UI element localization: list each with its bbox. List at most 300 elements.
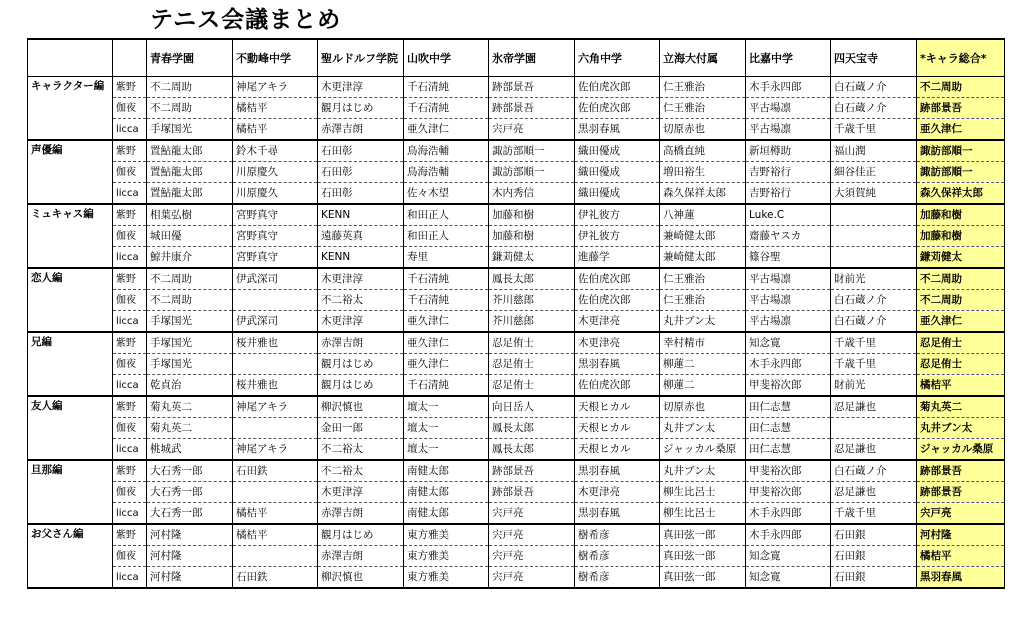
table-row	[28, 183, 1005, 205]
voter-label: licca	[113, 119, 147, 141]
table-cell: 白石蔵ノ介	[831, 311, 917, 333]
result-cell: 亜久津仁	[917, 119, 1005, 141]
result-cell: 忍足侑士	[917, 354, 1005, 375]
table-cell: 東方雅美	[404, 546, 489, 567]
table-cell: 諏訪部順一	[489, 162, 575, 183]
table-cell: 手塚国光	[147, 119, 233, 141]
table-cell: 佐伯虎次郎	[575, 98, 660, 119]
table-cell: 千石清純	[404, 98, 489, 119]
table-cell	[233, 418, 318, 439]
column-header: 山吹中学	[404, 39, 489, 77]
result-cell: 菊丸英二	[917, 396, 1005, 418]
table-cell: 不二周助	[147, 268, 233, 290]
table-cell: 木手永四郎	[746, 354, 831, 375]
table-cell: 石田彰	[318, 162, 404, 183]
table-cell: 知念寛	[746, 546, 831, 567]
column-header: 不動峰中学	[233, 39, 318, 77]
voter-label: 紫野	[113, 140, 147, 162]
category-label: 旦那編	[28, 460, 113, 524]
table-cell: 桜井雅也	[233, 375, 318, 397]
voter-label: 紫野	[113, 524, 147, 546]
table-row	[28, 162, 1005, 183]
table-cell: 鈴木千尋	[233, 140, 318, 162]
table-cell: 柳生比呂士	[660, 503, 746, 525]
table-cell: 赤澤吉朗	[318, 119, 404, 141]
table-cell: 知念寛	[746, 332, 831, 354]
table-cell: 仁王雅治	[660, 268, 746, 290]
table-cell: 織田優成	[575, 183, 660, 205]
table-cell: 柳蓮二	[660, 375, 746, 397]
table-cell: 仁王雅治	[660, 98, 746, 119]
table-cell: 石田彰	[318, 140, 404, 162]
voter-label: 伽夜	[113, 546, 147, 567]
table-cell: 織田優成	[575, 140, 660, 162]
table-cell: 千石清純	[404, 77, 489, 98]
category-label: 恋人編	[28, 268, 113, 332]
table-cell: 金田一郎	[318, 418, 404, 439]
voter-label: licca	[113, 503, 147, 525]
table-cell: 樹希彦	[575, 524, 660, 546]
table-cell: 手塚国光	[147, 354, 233, 375]
table-cell: 宮野真守	[233, 247, 318, 269]
table-cell: 天根ヒカル	[575, 396, 660, 418]
table-cell: 菊丸英二	[147, 418, 233, 439]
table-cell: 大石秀一郎	[147, 460, 233, 482]
result-cell: 不二周助	[917, 268, 1005, 290]
table-cell: 置鮎龍太郎	[147, 140, 233, 162]
table-cell: 幸村精市	[660, 332, 746, 354]
table-cell: 新垣樽助	[746, 140, 831, 162]
result-cell: 跡部景吾	[917, 482, 1005, 503]
table-cell: 仁王雅治	[660, 77, 746, 98]
voter-label: licca	[113, 311, 147, 333]
table-cell: 鳥海浩輔	[404, 162, 489, 183]
result-cell: 橘桔平	[917, 375, 1005, 397]
table-cell: 河村隆	[147, 546, 233, 567]
table-row	[28, 546, 1005, 567]
table-cell: 亜久津仁	[404, 311, 489, 333]
table-cell: 宍戸亮	[489, 524, 575, 546]
table-cell: 石田銀	[831, 546, 917, 567]
table-cell: 置鮎龍太郎	[147, 162, 233, 183]
column-header: 聖ルドルフ学院	[318, 39, 404, 77]
voter-label: licca	[113, 183, 147, 205]
result-cell: 宍戸亮	[917, 503, 1005, 525]
table-cell: 跡部景吾	[489, 98, 575, 119]
table-cell: 不二周助	[147, 98, 233, 119]
voter-label: 紫野	[113, 460, 147, 482]
table-cell: 宮野真守	[233, 204, 318, 226]
table-cell: KENN	[318, 247, 404, 269]
table-cell: 跡部景吾	[489, 482, 575, 503]
table-cell: 伊武深司	[233, 268, 318, 290]
table-cell: 観月はじめ	[318, 98, 404, 119]
result-cell: 森久保祥太郎	[917, 183, 1005, 205]
table-cell: 鳳長太郎	[489, 418, 575, 439]
table-cell: 壇太一	[404, 439, 489, 461]
table-cell: 寿里	[404, 247, 489, 269]
table-row	[28, 524, 1005, 546]
table-cell: 高橋直純	[660, 140, 746, 162]
table-cell: 千石清純	[404, 375, 489, 397]
table-cell: 仁王雅治	[660, 290, 746, 311]
result-cell: 丸井ブン太	[917, 418, 1005, 439]
table-cell: 壇太一	[404, 418, 489, 439]
table-cell: 田仁志慧	[746, 439, 831, 461]
table-cell: 伊礼彼方	[575, 204, 660, 226]
result-cell: 跡部景吾	[917, 460, 1005, 482]
table-cell: 手塚国光	[147, 332, 233, 354]
table-cell: 千歳千里	[831, 354, 917, 375]
result-cell: 諏訪部順一	[917, 140, 1005, 162]
table-cell: 亜久津仁	[404, 332, 489, 354]
table-cell: 諏訪部順一	[489, 140, 575, 162]
table-cell: 跡部景吾	[489, 460, 575, 482]
table-cell: 丸井ブン太	[660, 460, 746, 482]
column-header: 四天宝寺	[831, 39, 917, 77]
table-cell: 伊武深司	[233, 311, 318, 333]
table-cell: 吉野裕行	[746, 162, 831, 183]
table-cell: 不二裕太	[318, 460, 404, 482]
table-cell: 田仁志慧	[746, 418, 831, 439]
table-cell: 甲斐裕次郎	[746, 482, 831, 503]
table-cell: 田仁志慧	[746, 396, 831, 418]
table-cell: 忍足侑士	[489, 332, 575, 354]
table-cell: 神尾アキラ	[233, 439, 318, 461]
table-cell: 大石秀一郎	[147, 503, 233, 525]
table-cell: 丸井ブン太	[660, 418, 746, 439]
table-cell: 観月はじめ	[318, 524, 404, 546]
result-cell: 黒羽春風	[917, 567, 1005, 589]
table-cell: 白石蔵ノ介	[831, 98, 917, 119]
table-cell: 木手永四郎	[746, 503, 831, 525]
table-row	[28, 332, 1005, 354]
table-row	[28, 439, 1005, 461]
result-cell: 亜久津仁	[917, 311, 1005, 333]
voter-label: 伽夜	[113, 226, 147, 247]
header-row	[28, 39, 1005, 77]
table-cell: 宍戸亮	[489, 567, 575, 589]
table-cell: 黒羽春風	[575, 354, 660, 375]
table-cell: 平古場凛	[746, 98, 831, 119]
table-cell: 石田彰	[318, 183, 404, 205]
table-cell: 佐々木望	[404, 183, 489, 205]
table-cell: 千石清純	[404, 268, 489, 290]
table-row	[28, 119, 1005, 141]
table-row	[28, 567, 1005, 589]
result-cell: ジャッカル桑原	[917, 439, 1005, 461]
table-cell: 木更津淳	[318, 311, 404, 333]
table-cell: 和田正人	[404, 204, 489, 226]
table-cell: 置鮎龍太郎	[147, 183, 233, 205]
result-cell: 加藤和樹	[917, 226, 1005, 247]
table-cell: 忍足謙也	[831, 439, 917, 461]
table-cell: 柳生比呂士	[660, 482, 746, 503]
table-row	[28, 98, 1005, 119]
table-cell: 財前光	[831, 268, 917, 290]
table-row	[28, 311, 1005, 333]
table-row	[28, 140, 1005, 162]
voter-label: 伽夜	[113, 418, 147, 439]
result-cell: 鎌苅健太	[917, 247, 1005, 269]
category-label: キャラクター編	[28, 77, 113, 141]
table-cell: 川原慶久	[233, 183, 318, 205]
voter-label: licca	[113, 375, 147, 397]
table-cell: 忍足侑士	[489, 375, 575, 397]
table-cell: 平古場凛	[746, 119, 831, 141]
table-row	[28, 482, 1005, 503]
result-cell: 河村隆	[917, 524, 1005, 546]
table-cell: 相葉弘樹	[147, 204, 233, 226]
summary-table	[27, 38, 1005, 589]
table-cell: 大石秀一郎	[147, 482, 233, 503]
voter-label: 伽夜	[113, 290, 147, 311]
table-cell: 黒羽春風	[575, 460, 660, 482]
table-cell	[831, 204, 917, 226]
table-cell: 宍戸亮	[489, 503, 575, 525]
category-label: 兄編	[28, 332, 113, 396]
table-cell	[831, 247, 917, 269]
table-cell: 亜久津仁	[404, 119, 489, 141]
table-cell: 桜井雅也	[233, 332, 318, 354]
table-cell: 平古場凛	[746, 290, 831, 311]
table-cell: 佐伯虎次郎	[575, 290, 660, 311]
table-row	[28, 418, 1005, 439]
table-cell: 木手永四郎	[746, 77, 831, 98]
voter-label: 紫野	[113, 268, 147, 290]
table-cell: 甲斐裕次郎	[746, 375, 831, 397]
table-cell: 遠藤英真	[318, 226, 404, 247]
category-label: お父さん編	[28, 524, 113, 588]
table-row	[28, 247, 1005, 269]
column-header: 比嘉中学	[746, 39, 831, 77]
table-cell: 柳蓮二	[660, 354, 746, 375]
table-cell: 真田弦一郎	[660, 546, 746, 567]
table-cell: 鳳長太郎	[489, 268, 575, 290]
table-cell: 兼崎健太郎	[660, 247, 746, 269]
table-cell: 乾貞治	[147, 375, 233, 397]
table-cell: 河村隆	[147, 524, 233, 546]
table-cell: 織田優成	[575, 162, 660, 183]
table-cell: 齋藤ヤスカ	[746, 226, 831, 247]
table-cell: 木更津亮	[575, 311, 660, 333]
table-cell: 福山潤	[831, 140, 917, 162]
table-cell: Luke.C	[746, 204, 831, 226]
table-cell: 財前光	[831, 375, 917, 397]
voter-label: 伽夜	[113, 162, 147, 183]
table-cell: 神尾アキラ	[233, 396, 318, 418]
result-cell: 橘桔平	[917, 546, 1005, 567]
table-cell: 柳沢慎也	[318, 396, 404, 418]
table-cell: 平古場凛	[746, 311, 831, 333]
table-cell: 大須賀純	[831, 183, 917, 205]
table-cell: KENN	[318, 204, 404, 226]
result-column-header: *キャラ総合*	[917, 39, 1005, 77]
table-row	[28, 396, 1005, 418]
table-cell: 和田正人	[404, 226, 489, 247]
table-cell: 南健太郎	[404, 460, 489, 482]
table-cell: ジャッカル桑原	[660, 439, 746, 461]
column-header: 青春学園	[147, 39, 233, 77]
table-cell: 芥川慈郎	[489, 311, 575, 333]
table-cell: 八神蓮	[660, 204, 746, 226]
table-cell: 甲斐裕次郎	[746, 460, 831, 482]
table-cell: 城田優	[147, 226, 233, 247]
table-cell	[233, 546, 318, 567]
table-cell: 白石蔵ノ介	[831, 460, 917, 482]
table-cell: 赤澤吉朗	[318, 503, 404, 525]
table-cell: 手塚国光	[147, 311, 233, 333]
table-cell: 細谷佳正	[831, 162, 917, 183]
table-cell: 真田弦一郎	[660, 567, 746, 589]
table-cell: 川原慶久	[233, 162, 318, 183]
table-cell: 東方雅美	[404, 524, 489, 546]
table-cell: 鎌苅健太	[489, 247, 575, 269]
category-label: 声優編	[28, 140, 113, 204]
table-cell: 樹希彦	[575, 567, 660, 589]
table-cell: 南健太郎	[404, 503, 489, 525]
table-cell: 切原赤也	[660, 119, 746, 141]
table-cell: 進藤学	[575, 247, 660, 269]
table-cell: 柳沢慎也	[318, 567, 404, 589]
column-header	[28, 39, 113, 77]
table-cell: 佐伯虎次郎	[575, 375, 660, 397]
table-cell: 佐伯虎次郎	[575, 77, 660, 98]
table-cell: 鳥海浩輔	[404, 140, 489, 162]
table-cell: 平古場凛	[746, 268, 831, 290]
table-cell: 不二裕太	[318, 290, 404, 311]
table-cell	[233, 482, 318, 503]
table-cell: 篠谷聖	[746, 247, 831, 269]
table-cell: 宍戸亮	[489, 546, 575, 567]
table-cell: 跡部景吾	[489, 77, 575, 98]
table-cell: 橘桔平	[233, 119, 318, 141]
table-cell: 木手永四郎	[746, 524, 831, 546]
result-cell: 忍足侑士	[917, 332, 1005, 354]
table-cell: 忍足謙也	[831, 482, 917, 503]
table-cell: 石田鉄	[233, 460, 318, 482]
table-cell: 亜久津仁	[404, 354, 489, 375]
table-row	[28, 354, 1005, 375]
table-cell: 鳳長太郎	[489, 439, 575, 461]
table-row	[28, 226, 1005, 247]
voter-label: 紫野	[113, 77, 147, 98]
result-cell: 加藤和樹	[917, 204, 1005, 226]
table-cell: 橘桔平	[233, 98, 318, 119]
table-cell: 木更津亮	[575, 482, 660, 503]
table-cell: 千石清純	[404, 290, 489, 311]
result-cell: 不二周助	[917, 290, 1005, 311]
table-cell: 天根ヒカル	[575, 418, 660, 439]
table-cell: 白石蔵ノ介	[831, 290, 917, 311]
table-cell: 石田銀	[831, 567, 917, 589]
table-row	[28, 375, 1005, 397]
table-cell: 橘桔平	[233, 503, 318, 525]
table-cell: 観月はじめ	[318, 375, 404, 397]
column-header	[113, 39, 147, 77]
table-cell: 白石蔵ノ介	[831, 77, 917, 98]
result-cell: 不二周助	[917, 77, 1005, 98]
table-cell: 忍足謙也	[831, 396, 917, 418]
table-cell: 芥川慈郎	[489, 290, 575, 311]
table-cell: 壇太一	[404, 396, 489, 418]
table-cell: 宍戸亮	[489, 119, 575, 141]
table-cell: 東方雅美	[404, 567, 489, 589]
table-cell: 千歳千里	[831, 503, 917, 525]
table-cell: 木更津淳	[318, 77, 404, 98]
category-label: 友人編	[28, 396, 113, 460]
table-cell: 伊礼彼方	[575, 226, 660, 247]
table-cell: 忍足侑士	[489, 354, 575, 375]
column-header: 氷帝学園	[489, 39, 575, 77]
table-cell: 黒羽春風	[575, 119, 660, 141]
table-cell: 増田裕生	[660, 162, 746, 183]
column-header: 立海大付属	[660, 39, 746, 77]
result-cell: 諏訪部順一	[917, 162, 1005, 183]
table-row	[28, 503, 1005, 525]
table-cell: 石田鉄	[233, 567, 318, 589]
table-cell: 加藤和樹	[489, 204, 575, 226]
table-cell: 観月はじめ	[318, 354, 404, 375]
table-cell: 切原赤也	[660, 396, 746, 418]
table-cell: 佐伯虎次郎	[575, 268, 660, 290]
table-cell: 不二周助	[147, 77, 233, 98]
table-cell: 千歳千里	[831, 332, 917, 354]
table-cell: 森久保祥太郎	[660, 183, 746, 205]
table-cell: 赤澤吉朗	[318, 332, 404, 354]
table-cell	[233, 354, 318, 375]
voter-label: 伽夜	[113, 354, 147, 375]
column-header: 六角中学	[575, 39, 660, 77]
table-cell: 木更津亮	[575, 332, 660, 354]
table-cell: 加藤和樹	[489, 226, 575, 247]
table-cell: 神尾アキラ	[233, 77, 318, 98]
table-cell: 石田銀	[831, 524, 917, 546]
table-cell: 桃城武	[147, 439, 233, 461]
table-cell: 樹希彦	[575, 546, 660, 567]
table-cell	[233, 290, 318, 311]
table-row	[28, 77, 1005, 98]
result-cell: 跡部景吾	[917, 98, 1005, 119]
voter-label: licca	[113, 439, 147, 461]
table-cell: 天根ヒカル	[575, 439, 660, 461]
table-row	[28, 290, 1005, 311]
table-cell: 河村隆	[147, 567, 233, 589]
table-row	[28, 268, 1005, 290]
table-cell: 木更津淳	[318, 268, 404, 290]
table-cell: 木内秀信	[489, 183, 575, 205]
table-cell: 不二周助	[147, 290, 233, 311]
table-row	[28, 460, 1005, 482]
table-cell: 真田弦一郎	[660, 524, 746, 546]
table-cell: 橘桔平	[233, 524, 318, 546]
table-cell: 鯨井康介	[147, 247, 233, 269]
voter-label: 伽夜	[113, 98, 147, 119]
table-cell: 吉野裕行	[746, 183, 831, 205]
page-title: テニス会議まとめ	[150, 7, 342, 33]
voter-label: 紫野	[113, 204, 147, 226]
table-cell: 黒羽春風	[575, 503, 660, 525]
voter-label: licca	[113, 567, 147, 589]
voter-label: 紫野	[113, 396, 147, 418]
voter-label: 伽夜	[113, 482, 147, 503]
table-cell: 知念寛	[746, 567, 831, 589]
table-cell: 南健太郎	[404, 482, 489, 503]
table-row	[28, 204, 1005, 226]
table-cell: 丸井ブン太	[660, 311, 746, 333]
category-label: ミュキャス編	[28, 204, 113, 268]
voter-label: licca	[113, 247, 147, 269]
